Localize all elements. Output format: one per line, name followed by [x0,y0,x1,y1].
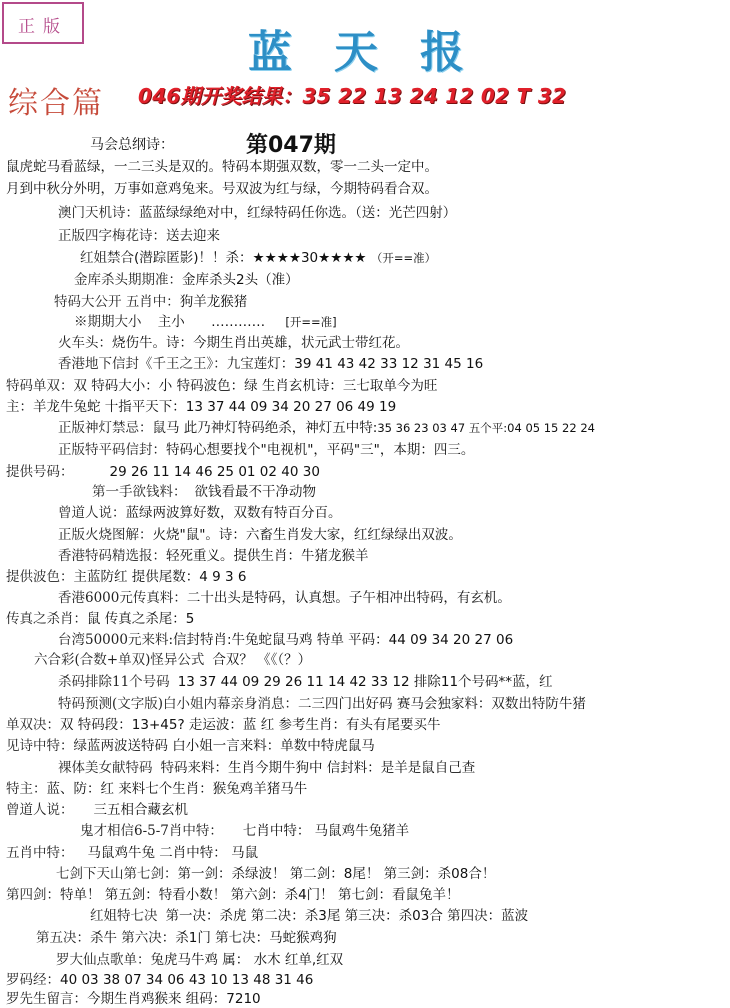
size-line [74,312,337,332]
sword4-text: 特单！ 第五剑：特看小数！ 第六剑：杀4门！ 第七剑：看鼠兔羊！ [60,887,460,903]
fax-kill-line [6,609,194,629]
public-label: 特码大公开 五肖中： [54,294,180,310]
public-text: 狗羊龙猴猪 [179,294,248,310]
exclude-line [58,672,553,692]
hk-envelope-label: 香港地下信封《千王之王》： [58,356,227,372]
macau-line [58,203,456,223]
train-line [58,333,409,353]
five-line [6,843,258,863]
fax-kill-label: 传真之杀肖： [6,611,87,627]
fax-6000-text: 二十出头是特码，认真想。子午相冲出特码，有玄机。 [186,590,511,606]
red-sister-note: （开==准） [370,251,437,265]
luo-line [56,950,343,970]
single-double-label: 特码单双： [6,378,74,394]
exclude-text: 13 37 44 09 29 26 11 14 42 33 12 排除11个号码**蓝，红 [177,674,553,690]
hong-text: 第一决：杀虎 第二决：杀3尾 第三决：杀03合 第四决：蓝波 [165,908,529,924]
poem-line-1: 鼠虎蛇马看蓝绿，一二三头是双的。特码本期强双数，零一二头一定中。 [6,159,438,175]
predict-label: 特码预测(文字版)白小姐内幕亲身消息： [58,696,299,712]
poem-title: 马会总纲诗： [90,137,174,153]
lamp-label: 正版神灯禁忌： [58,420,153,436]
macau-text: 蓝蓝绿绿绝对中，红绿特码任你选。（送：光芒四射） [139,205,457,221]
flat-code-line [58,440,474,460]
select-text: 轻死重义。提供生肖：牛猪龙猴羊 [166,548,369,564]
zeng2-line [6,800,188,820]
hong-line [90,906,528,926]
jue5-line [36,928,337,948]
ghost-line [80,821,409,841]
fax-6000-label: 香港6000元传真料： [58,590,187,606]
draw-results: 046期开奖结果：35 22 13 24 12 02 T 32 [138,84,567,108]
size-dots: ………… [211,314,266,330]
message-text: 今期生肖鸡猴来 组码：7210 [87,991,261,1007]
luo-code-label: 罗码经： [6,972,60,988]
predict-line [58,694,586,714]
main-text: 羊龙牛兔蛇 十指平天下：13 37 44 09 34 20 27 06 49 19 [33,399,397,415]
poem-code-label: 见诗中特： [6,738,74,754]
red-sister-text: (潜踪匿影)！！杀：★★★★30★★★★ [134,250,367,266]
sword-line [56,864,495,884]
macau-label: 澳门天机诗： [58,205,139,221]
message-line [6,989,261,1008]
lord-text: 蓝、防：红 来料七个生肖：猴兔鸡羊猪马牛 [46,781,308,797]
flat-code-label: 正版特平码信封： [58,442,166,458]
message-label: 罗先生留言： [6,991,87,1007]
wave-label: 提供波色： [6,569,74,585]
double-text: 双 特码段：13+45? 走运波：蓝 红 参考生肖：有头有尾要买牛 [60,717,441,733]
nude-label: 裸体美女献特码 [58,760,153,776]
ghost-text: 七肖中特： 马鼠鸡牛兔猪羊 [242,823,410,839]
select-label: 香港特码精选报： [58,548,166,564]
lhc-formula-line [34,650,311,670]
train-label: 火车头： [58,335,112,351]
red-sister-label: 红姐禁合 [80,250,134,266]
zeng2-text: 三五相合藏玄机 [93,802,188,818]
zeng-label: 曾道人说： [58,505,126,521]
single-double-line [6,376,437,396]
fax-kill-text: 鼠 传真之杀尾：5 [87,611,195,627]
luo-label: 罗大仙点歌单： [56,952,151,968]
poem-line-2: 月到中秋分外明，万事如意鸡兔来。号双波为红与绿，今期特码看合双。 [6,181,438,197]
taiwan-text: 信封特肖:牛兔蛇鼠马鸡 特单 平码：44 09 34 20 27 06 [173,632,514,648]
public-line [54,292,247,312]
jue5-text: 杀牛 第六决：杀1门 第七决：马蛇猴鸡狗 [90,930,337,946]
luo-text: 兔虎马牛鸡 属： 水木 红单,红双 [150,952,344,968]
issue-number: 第047期 [246,133,336,158]
lamp-numbers: 35 36 23 03 47 五个平:04 05 15 22 24 [377,421,595,435]
lhc-formula-text: 合双？ 《《（？） [212,652,312,668]
section-title: 综合篇 [8,86,104,121]
train-text: 烧伤牛。诗：今期生肖出英雄，状元武士带红花。 [112,335,409,351]
size-label: ※期期大小 [74,314,142,330]
gold-line [74,270,299,290]
poem-code-text: 绿蓝两波送特码 白小姐一言来料：单数中特虎鼠马 [73,738,375,754]
fire-line [58,525,462,545]
nude-line [58,758,475,778]
predict-text: 二三四门出好码 赛马会独家料：双数出特防牛猪 [298,696,586,712]
size-note: [开==准] [285,315,337,329]
luo-code-text: 40 03 38 07 34 06 43 10 13 48 31 46 [60,972,314,988]
luo-code-line [6,970,313,990]
jue5-label: 第五决： [36,930,90,946]
lamp-line [58,418,595,438]
nude-text: 特码来料：生肖今期牛狗中 信封料：是羊是鼠自己查 [160,760,476,776]
red-sister-line [80,248,436,268]
hk-envelope-line [58,354,483,374]
plum-line [58,226,220,246]
poem-code-line [6,736,375,756]
main-label: 主： [6,399,33,415]
sword4-line [6,885,459,905]
plum-label: 正版四字梅花诗： [58,228,166,244]
flat-code-text: 特码心想要找个"电视机"，平码"三"，本期：四三。 [166,442,475,458]
sword-label: 七剑下天山第七剑： [56,866,178,882]
authentic-badge-text: 正版 [18,17,68,37]
plum-text: 送去迎来 [166,228,220,244]
zeng2-label: 曾道人说： [6,802,74,818]
ghost-label: 鬼才相信6-5-7肖中特： [80,823,223,839]
wave-text: 主蓝防红 提供尾数：4 9 3 6 [73,569,247,585]
size-text: 主小 [157,314,185,330]
taiwan-label: 台湾50000元来料: [58,632,173,648]
fire-text: 火烧"鼠"。诗：六畜生肖发大家，红红绿绿出双波。 [152,527,462,543]
provide-numbers-label: 提供号码： [6,464,74,480]
gold-text: 金库杀头2头（准） [182,272,299,288]
zeng-text: 蓝绿两波算好数，双数有特百分百。 [125,505,342,521]
money-text: 欲钱看最不干净动物 [194,484,316,500]
single-double-text: 双 特码大小：小 特码波色：绿 生肖玄机诗：三七取单今为旺 [73,378,438,394]
fire-label: 正版火烧图解： [58,527,153,543]
double-label: 单双决： [6,717,60,733]
five-text: 马鼠鸡牛兔 二肖中特： 马鼠 [87,845,259,861]
provide-numbers-text: 29 26 11 14 46 25 01 02 40 30 [109,464,320,480]
hong-label: 红姐特七决 [90,908,158,924]
gold-label: 金库杀头期期准： [74,272,182,288]
lamp-text: 鼠马 此乃神灯特码绝杀，神灯五中特: [152,420,378,436]
taiwan-line [58,630,513,650]
lord-line [6,779,307,799]
authentic-badge [2,2,84,44]
wave-line [6,567,247,587]
money-line [92,482,316,502]
exclude-label: 杀码排除11个号码 [58,674,170,690]
hk-envelope-text: 九宝莲灯：39 41 43 42 33 12 31 45 16 [226,356,484,372]
fax-6000-line [58,588,511,608]
main-line [6,397,396,417]
double-line [6,715,441,735]
lord-label: 特主： [6,781,47,797]
sword-text: 第一剑：杀绿波！ 第二剑：8尾！ 第三剑：杀08合！ [177,866,496,882]
paper-title: 蓝天报 [248,27,506,78]
lhc-formula-label: 六合彩(合数+单双)怪异公式 [34,652,205,668]
money-label: 第一手欲钱料： [92,484,187,500]
sword4-label: 第四剑： [6,887,60,903]
provide-numbers-line [6,462,320,482]
five-label: 五肖中特： [6,845,74,861]
zeng-line [58,503,342,523]
select-line [58,546,369,566]
